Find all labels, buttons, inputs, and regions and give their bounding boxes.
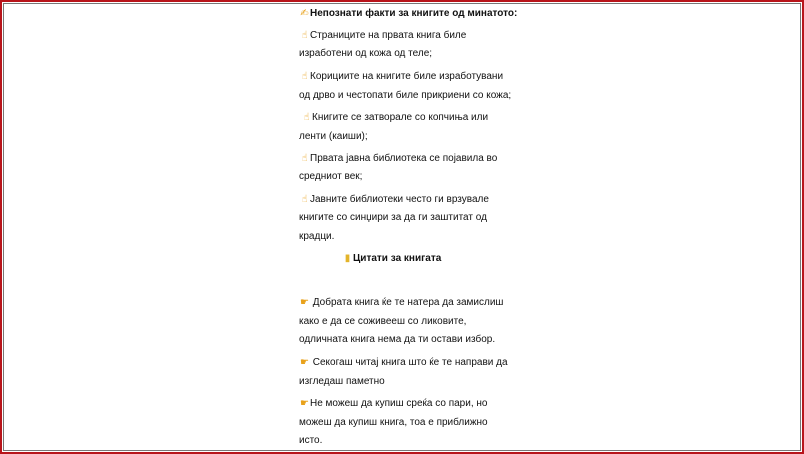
fact-5-line-1: ☝ Јавните библиотеки често ги врзувале xyxy=(299,193,489,206)
fact-5-line-3: крадци. xyxy=(299,231,335,242)
pointing-up-hand-icon: ☝ xyxy=(303,112,310,123)
fact-4-line-1: ☝ Првата јавна библиотека се појавила во xyxy=(299,152,497,165)
fact-2-line-2: од дрво и честопати биле прикриени со кожа; xyxy=(299,90,512,101)
heading-book-quotes: ▮ Цитати за книгата xyxy=(342,252,441,265)
fact-2-line-1: ☝ Корициите на книгите биле изработувани xyxy=(299,70,503,83)
pointing-up-hand-icon: ☝ xyxy=(301,153,308,164)
fact-4-line-2: средниот век; xyxy=(299,171,363,182)
quote-1-line-2: како е да се соживееш со ликовите, xyxy=(299,316,467,327)
pointing-up-hand-icon: ☝ xyxy=(301,30,308,41)
pointing-right-hand-icon: ☛ xyxy=(300,357,309,368)
quote-3-line-1: ☛Не можеш да купиш среќа со пари, но xyxy=(300,398,488,409)
quote-3-line-3: исто. xyxy=(299,435,323,446)
fact-3-line-2: ленти (каиши); xyxy=(299,131,368,142)
pointing-right-hand-icon: ☛ xyxy=(300,398,309,409)
fact-5-line-2: книгите со синџири за да ги заштитат од xyxy=(299,212,487,223)
pointing-right-hand-icon: ☛ xyxy=(300,297,309,308)
writing-hand-icon: ✍ xyxy=(300,8,309,19)
quote-1-line-1: ☛ Добрата книга ќе те натера да замислиш xyxy=(300,297,504,308)
quote-1-line-3: одличната книга нема да ти остави избор. xyxy=(299,334,496,345)
quote-2-line-1: ☛ Секогаш читај книга што ќе те направи да xyxy=(300,357,508,368)
fact-3-line-1: ☝ Книгите се затворале со копчиња или xyxy=(301,111,488,124)
pointing-up-hand-icon: ☝ xyxy=(301,71,308,82)
pointing-up-hand-icon: ☝ xyxy=(301,194,308,205)
fact-1-line-2: изработени од кожа од теле; xyxy=(299,48,433,59)
quote-3-line-2: можеш да купиш книга, тоа е приближно xyxy=(299,417,488,428)
book-icon: ▮ xyxy=(344,253,351,264)
fact-1-line-1: ☝ Страниците на првата книга биле xyxy=(299,29,466,42)
heading-unknown-facts: ✍Непознати факти за книгите од минатото: xyxy=(300,8,518,19)
quote-2-line-2: изгледаш паметно xyxy=(299,376,385,387)
